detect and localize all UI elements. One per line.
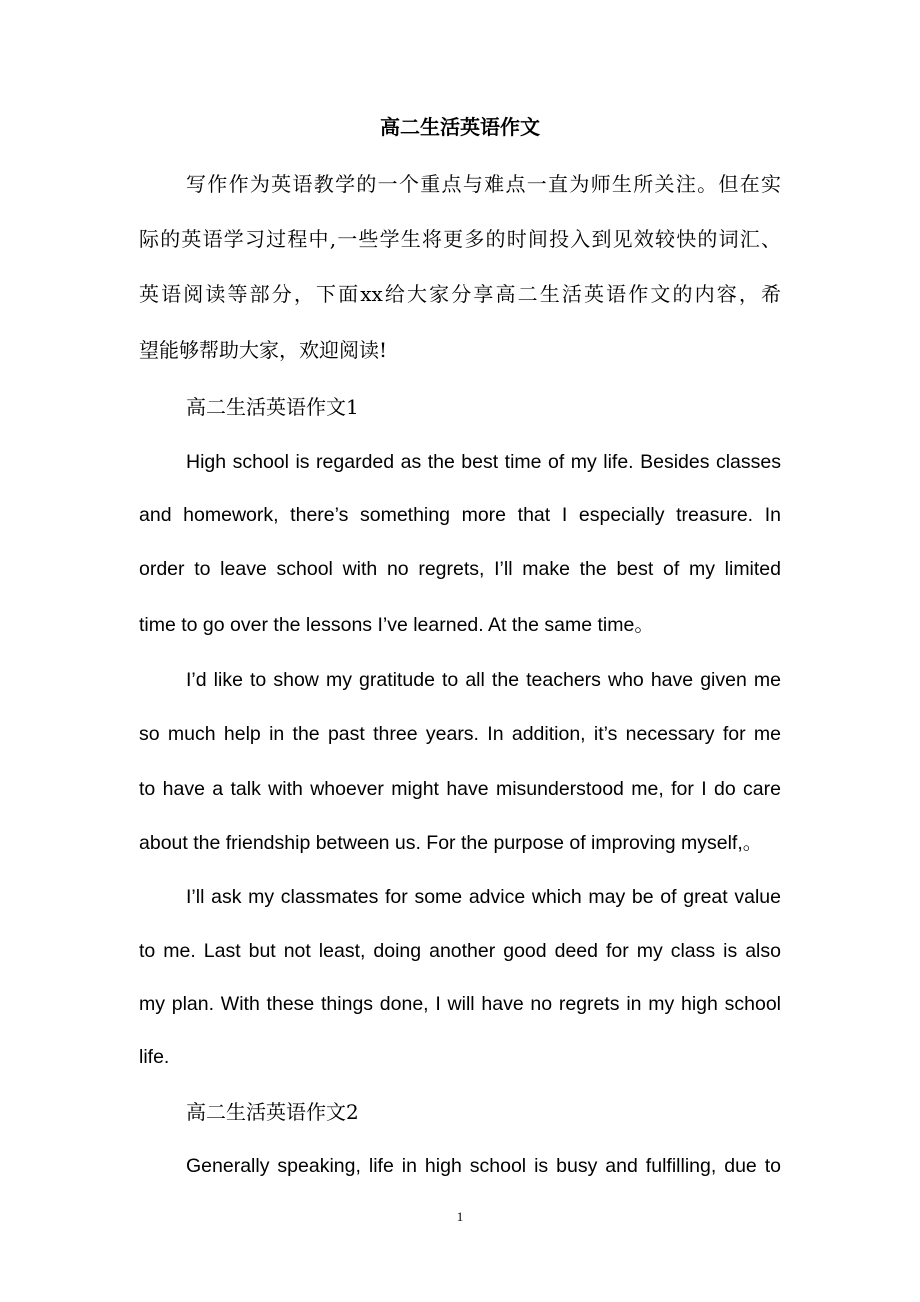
essay1-line-5: I’d like to show my gratitude to all the teachers who have given me xyxy=(186,669,781,691)
essay1-line-11: my plan. With these things done, I will have no regrets in my high school xyxy=(139,993,781,1015)
intro-line-2: 际的英语学习过程中,一些学生将更多的时间投入到见效较快的词汇、 xyxy=(139,227,781,251)
page-number: 1 xyxy=(456,1209,464,1224)
section-heading-1: 高二生活英语作文1 xyxy=(186,395,359,419)
section-heading-2: 高二生活英语作文2 xyxy=(186,1100,359,1124)
essay1-line-7: to have a talk with whoever might have misunderstood me, for I do care xyxy=(139,778,781,800)
intro-line-4: 望能够帮助大家，欢迎阅读! xyxy=(139,338,388,362)
intro-line-3: 英语阅读等部分，下面xx给大家分享高二生活英语作文的内容，希 xyxy=(139,282,781,306)
essay1-line-8: about the friendship between us. For the purpose of improving myself,。 xyxy=(139,832,763,854)
essay1-line-12: life. xyxy=(139,1046,170,1068)
essay1-line-9: I’ll ask my classmates for some advice which may be of great value xyxy=(186,886,781,908)
essay1-line-10: to me. Last but not least, doing another good deed for my class is also xyxy=(139,940,781,962)
document-title: 高二生活英语作文 xyxy=(380,115,540,139)
essay1-line-2: and homework, there’s something more that I especially treasure. In xyxy=(139,504,781,526)
essay2-line-1: Generally speaking, life in high school is busy and fulfilling, due to xyxy=(186,1155,781,1177)
essay1-line-6: so much help in the past three years. In addition, it’s necessary for me xyxy=(139,723,781,745)
essay1-line-4: time to go over the lessons I’ve learned. At the same time。 xyxy=(139,614,654,636)
essay1-line-1: High school is regarded as the best time of my life. Besides classes xyxy=(186,451,781,473)
intro-line-1: 写作作为英语教学的一个重点与难点一直为师生所关注。但在实 xyxy=(186,172,781,196)
essay1-line-3: order to leave school with no regrets, I’ll make the best of my limited xyxy=(139,558,781,580)
